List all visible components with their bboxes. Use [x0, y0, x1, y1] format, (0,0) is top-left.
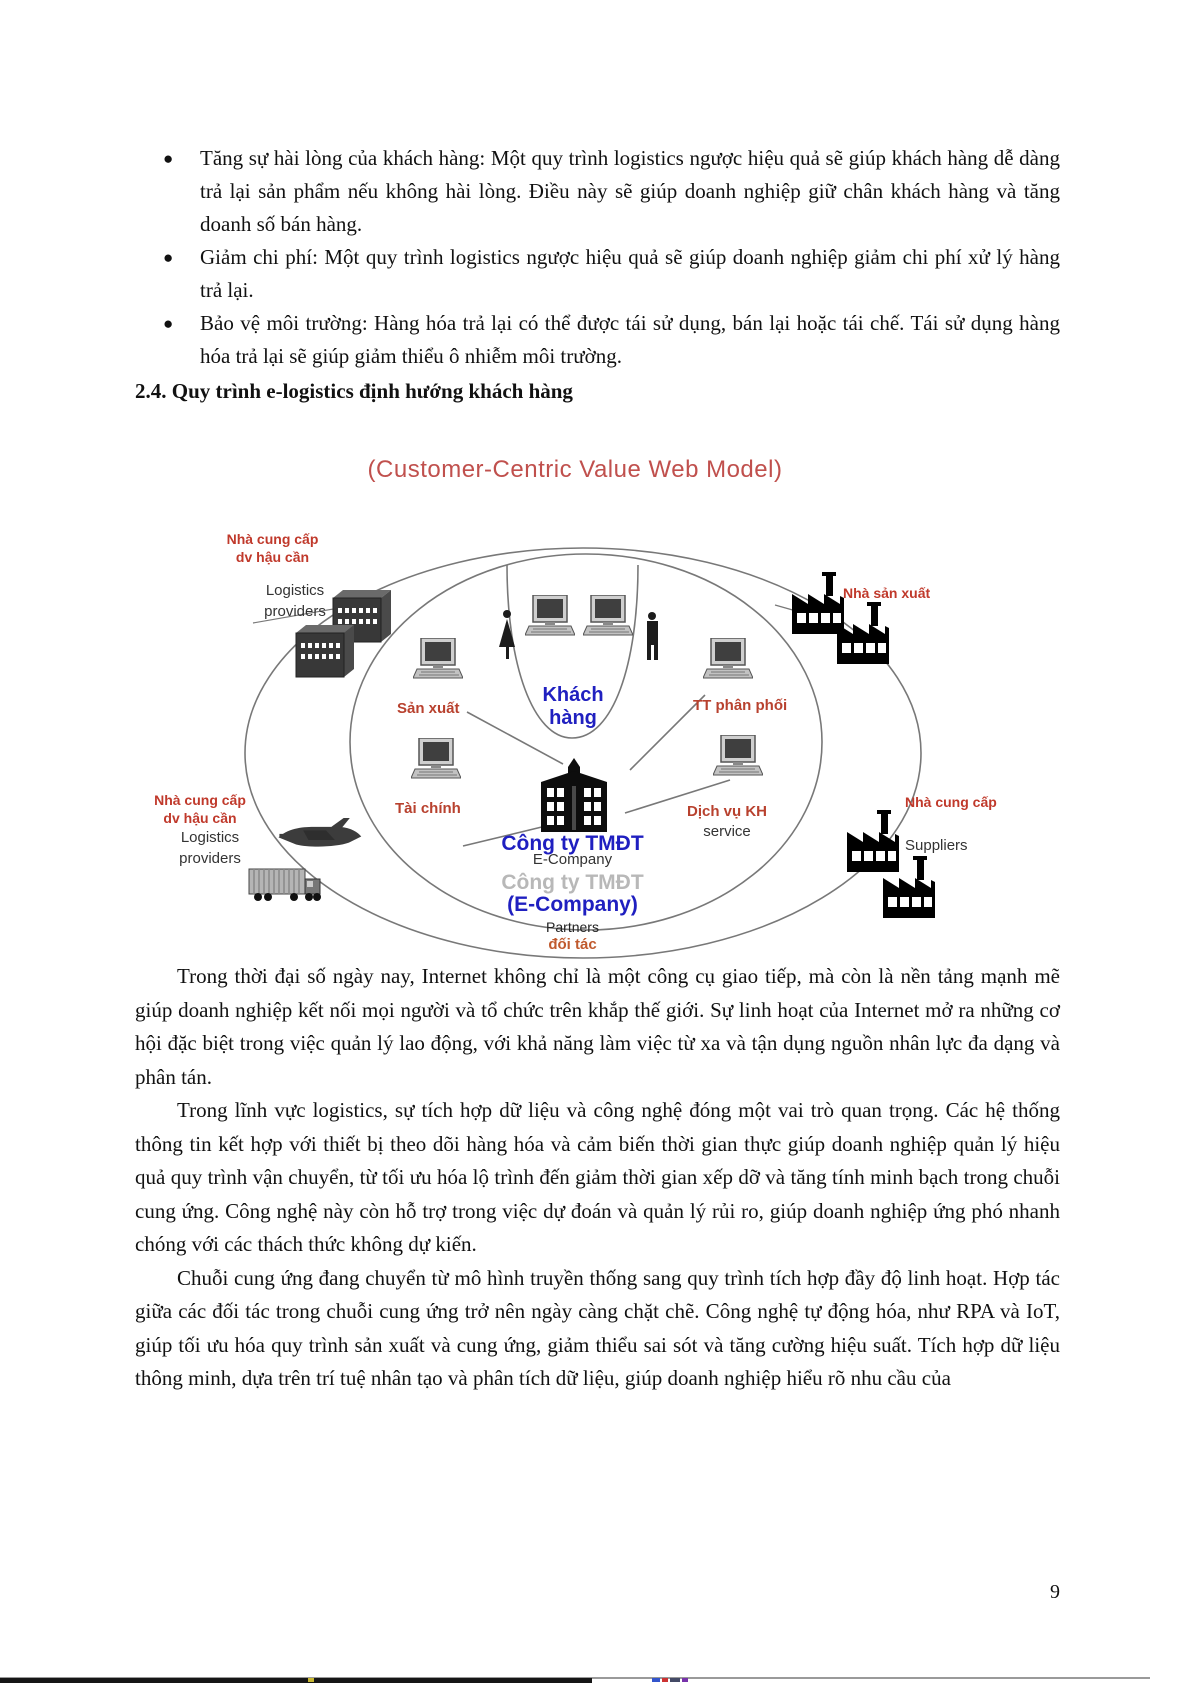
- bullet-dot: ●: [163, 314, 174, 333]
- label-customer-service: Dịch vụ KH: [687, 803, 768, 820]
- label-suppliers-en: Suppliers: [905, 837, 968, 854]
- desktop-computer-icon: [583, 595, 633, 637]
- desktop-computer-icon: [713, 735, 763, 777]
- label-finance: Tài chính: [395, 800, 461, 817]
- desktop-computer-icon: [703, 638, 753, 680]
- bullet-text: Tăng sự hài lòng của khách hàng: Một quy trình logistics ngược hiệu quả sẽ giúp khách hàng dễ dàng trả lại sản phẩm nếu không hài lòng. Điều này sẽ giúp doanh nghiệp giữ chân khách hàng và tăng doanh số bán hàng.: [200, 146, 1060, 236]
- label-partners-vi: đối tác: [548, 936, 597, 953]
- paragraph: Trong thời đại số ngày nay, Internet không chỉ là một công cụ giao tiếp, mà còn là nền tảng mạnh mẽ giúp doanh nghiệp kết nối mọi người và tổ chức trên khắp thế giới. Sự linh hoạt của Internet mở ra những cơ hội đặc biệt trong việc quản lý lao động, với khả năng làm việc từ xa và tận dụng nguồn nhân lực đa dạng và phân tán.: [135, 964, 1060, 1089]
- label-manufacturer: Nhà sản xuất: [843, 585, 931, 601]
- factory-icon: [881, 856, 937, 918]
- edge-bar: [0, 1678, 592, 1683]
- diagram-title: (Customer-Centric Value Web Model): [367, 456, 783, 483]
- label-partners-en: Partners: [546, 919, 599, 935]
- page-edge-artifacts: [0, 1676, 1191, 1685]
- office-building-icon: [535, 758, 613, 834]
- bullet-dot: ●: [163, 248, 174, 267]
- airplane-icon: [275, 816, 363, 850]
- label-logistics-left-black: Logistics providers: [179, 829, 241, 867]
- label-logistics-top-red: Nhà cung cấp dv hậu cần: [226, 531, 319, 565]
- desktop-computer-icon: [411, 738, 461, 780]
- bullet-text: Giảm chi phí: Một quy trình logistics ngược hiệu quả sẽ giúp doanh nghiệp giảm chi phí xử lý hàng trả lại.: [200, 245, 1060, 302]
- list-item: [135, 142, 1060, 241]
- label-company-vi: Công ty TMĐT: [501, 832, 644, 855]
- section-heading: 2.4. Quy trình e-logistics định hướng khách hàng: [135, 379, 573, 403]
- person-icon: [498, 610, 516, 659]
- bullet-text: Bảo vệ môi trường: Hàng hóa trả lại có thể được tái sử dụng, bán lại hoặc tái chế. Tái sử dụng hàng hóa trả lại sẽ giúp giảm thiểu ô nhiễm môi trường.: [200, 311, 1060, 368]
- company-label-block: [475, 833, 670, 953]
- bullet-dot: ●: [163, 149, 174, 168]
- factory-icon: [835, 602, 891, 664]
- truck-icon: [248, 867, 326, 903]
- person-icon: [643, 612, 661, 660]
- server-building-icon: [290, 625, 354, 679]
- edge-speck: [682, 1678, 688, 1682]
- edge-speck: [652, 1678, 660, 1682]
- desktop-computer-icon: [413, 638, 463, 680]
- paragraph: Chuỗi cung ứng đang chuyển từ mô hình truyền thống sang quy trình tích hợp đầy độ linh hoạt. Hợp tác giữa các đối tác trong chuỗi cung ứng trở nên ngày càng chặt chẽ. Công nghệ tự động hóa, như RPA và IoT, giúp tối ưu hóa quy trình sản xuất và cung ứng, giảm thiểu sai sót và tăng cường hiệu suất. Tích hợp dữ liệu thông minh, dựa trên trí tuệ nhân tạo và phân tích dữ liệu, giúp doanh nghiệp hiểu rõ nhu cầu của: [135, 1265, 1060, 1390]
- edge-speck: [308, 1678, 314, 1682]
- label-customer-service-en: service: [703, 823, 751, 840]
- label-company-vi-gray: Công ty TMĐT: [501, 871, 644, 894]
- value-web-diagram: [135, 450, 1015, 960]
- label-supplier-right: Nhà cung cấp: [905, 794, 997, 810]
- page-number: 9: [1050, 1581, 1060, 1603]
- list-item: [135, 307, 1060, 373]
- label-logistics-left-red: Nhà cung cấp dv hậu cần: [154, 792, 246, 826]
- label-company-en: E-Company: [532, 851, 613, 868]
- bullet-list: [135, 142, 1060, 373]
- label-company-en-bold: (E-Company): [507, 893, 638, 916]
- list-item: [135, 241, 1060, 307]
- paragraph: Trong lĩnh vực logistics, sự tích hợp dữ liệu và công nghệ đóng một vai trò quan trọng. Các hệ thống thông tin kết hợp với thiết bị theo dõi hàng hóa và cảm biến thời gian thực giúp doanh nghiệp quản lý hiệu quả quy trình vận chuyển, từ tối ưu hóa lộ trình đến giảm thời gian xếp dỡ và tăng tính minh bạch trong chuỗi cung ứng. Công nghệ này còn hỗ trợ trong việc dự đoán và quản lý rủi ro, giúp doanh nghiệp ứng phó nhanh chóng với các thách thức không dự kiến.: [135, 1098, 1060, 1256]
- edge-speck: [670, 1678, 680, 1682]
- body-paragraphs: [135, 960, 1060, 1396]
- desktop-computer-icon: [525, 595, 575, 637]
- label-production: Sản xuất: [397, 700, 460, 717]
- label-customer: Khách hàng: [542, 684, 604, 729]
- edge-speck: [662, 1678, 668, 1682]
- label-distribution: TT phân phối: [693, 697, 788, 714]
- label-logistics-top-black: Logistics providers: [264, 582, 326, 620]
